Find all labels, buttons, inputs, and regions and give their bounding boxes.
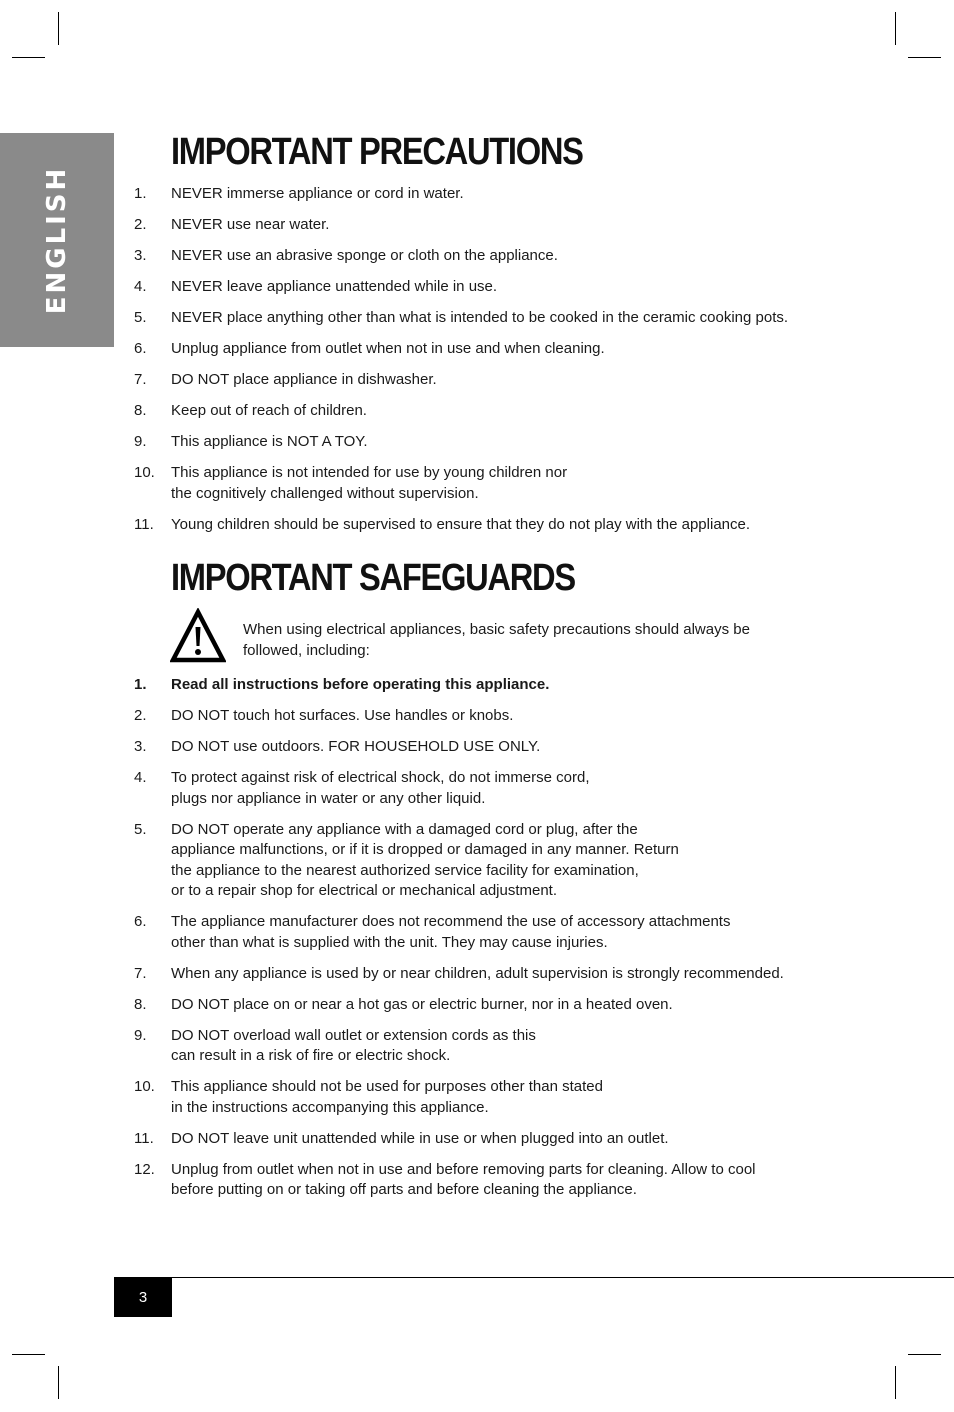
list-item-number: 1. — [134, 676, 147, 693]
list-item-text: When any appliance is used by or near children, adult supervision is strongly recommended. — [171, 964, 784, 982]
list-item-text: This appliance is not intended for use by young children nor the cognitively challenged without supervision. — [171, 464, 568, 502]
list-item-text: DO NOT place on or near a hot gas or electric burner, nor in a heated oven. — [171, 995, 673, 1013]
list-item-text: DO NOT overload wall outlet or extension cords as this can result in a risk of fire or electric shock. — [171, 1026, 536, 1064]
safeguards-list — [0, 675, 954, 1211]
list-item-number: 2. — [134, 707, 147, 724]
list-item-text: To protect against risk of electrical shock, do not immerse cord, plugs nor appliance in water or any other liquid. — [171, 769, 590, 807]
list-item-number: 3. — [134, 738, 147, 755]
crop-mark — [12, 1354, 45, 1355]
list-item-number: 4. — [134, 769, 147, 786]
crop-mark — [895, 12, 896, 45]
page-number: 3 — [114, 1277, 172, 1317]
list-item — [0, 912, 954, 953]
list-item-number: 12. — [134, 1160, 155, 1178]
list-item-text: DO NOT operate any appliance with a damaged cord or plug, after the appliance malfunctions, or if it is dropped or damaged in any manner. Return the appliance to the nearest authorized service facility for examination, or to a repair shop for electrical or mechanical adjustment. — [171, 820, 679, 899]
crop-mark — [895, 1366, 896, 1399]
list-item — [0, 463, 954, 504]
language-tab-label: ENGLISH — [42, 165, 72, 315]
list-item — [0, 1160, 954, 1201]
crop-mark — [58, 1366, 59, 1399]
list-item — [0, 1129, 954, 1150]
list-item-number: 4. — [134, 278, 147, 295]
list-item — [0, 964, 954, 985]
list-item-text: DO NOT use outdoors. FOR HOUSEHOLD USE ONLY. — [171, 738, 541, 755]
crop-mark — [908, 57, 941, 58]
list-item-text: NEVER immerse appliance or cord in water. — [171, 185, 464, 202]
list-item-number: 10. — [134, 464, 155, 481]
crop-mark — [908, 1354, 941, 1355]
list-item-number: 7. — [134, 964, 147, 982]
list-item — [0, 1077, 954, 1118]
list-item-number: 5. — [134, 820, 147, 838]
list-item-text: NEVER place anything other than what is intended to be cooked in the ceramic cooking pots. — [171, 309, 789, 326]
list-item — [0, 706, 954, 727]
list-item-text: Unplug from outlet when not in use and before removing parts for cleaning. Allow to cool before putting on or taking off parts and before cleaning the appliance. — [171, 1160, 756, 1198]
crop-mark — [58, 12, 59, 45]
list-item — [0, 432, 954, 453]
list-item — [0, 215, 954, 236]
list-item-text: This appliance should not be used for purposes other than stated in the instructions accompanying this appliance. — [171, 1078, 603, 1116]
list-item — [0, 995, 954, 1016]
footer-rule — [114, 1277, 954, 1278]
list-item — [0, 675, 954, 696]
safeguards-heading: IMPORTANT SAFEGUARDS — [171, 557, 575, 599]
list-item-number: 8. — [134, 402, 147, 419]
precautions-heading: IMPORTANT PRECAUTIONS — [171, 131, 583, 173]
list-item-number: 11. — [134, 1129, 154, 1147]
list-item-text: Young children should be supervised to ensure that they do not play with the appliance. — [171, 515, 751, 533]
list-item — [0, 184, 954, 205]
list-item-text: This appliance is NOT A TOY. — [171, 433, 368, 450]
list-item-number: 9. — [134, 433, 147, 450]
list-item — [0, 401, 954, 422]
list-item — [0, 737, 954, 758]
list-item — [0, 308, 954, 329]
list-item — [0, 370, 954, 391]
warning-triangle-icon — [170, 608, 226, 664]
crop-mark — [12, 57, 45, 58]
list-item-text: DO NOT touch hot surfaces. Use handles or knobs. — [171, 707, 514, 724]
list-item — [0, 768, 954, 809]
list-item — [0, 246, 954, 267]
list-item-text: DO NOT leave unit unattended while in use or when plugged into an outlet. — [171, 1129, 669, 1147]
list-item-text: Unplug appliance from outlet when not in use and when cleaning. — [171, 340, 605, 357]
list-item — [0, 515, 954, 536]
list-item-text: NEVER leave appliance unattended while in use. — [171, 278, 498, 295]
list-item — [0, 277, 954, 298]
list-item-text: NEVER use near water. — [171, 216, 330, 233]
list-item-number: 3. — [134, 247, 147, 264]
list-item — [0, 339, 954, 360]
list-item-number: 7. — [134, 371, 147, 388]
list-item-number: 9. — [134, 1026, 147, 1044]
list-item-text: The appliance manufacturer does not recommend the use of accessory attachments other than what is supplied with the unit. They may cause injuries. — [171, 913, 731, 951]
list-item-number: 5. — [134, 309, 147, 326]
list-item-text: Read all instructions before operating this appliance. — [171, 676, 550, 693]
list-item-number: 2. — [134, 216, 147, 233]
safeguards-intro: When using electrical appliances, basic safety precautions should always be followed, including: — [243, 621, 750, 659]
list-item-number: 8. — [134, 995, 147, 1013]
list-item-text: NEVER use an abrasive sponge or cloth on the appliance. — [171, 247, 558, 264]
list-item-number: 6. — [134, 913, 147, 930]
list-item-text: Keep out of reach of children. — [171, 402, 367, 419]
list-item-number: 1. — [134, 185, 147, 202]
list-item-number: 10. — [134, 1078, 155, 1095]
list-item-number: 11. — [134, 515, 154, 533]
precautions-list — [0, 184, 954, 546]
list-item — [0, 820, 954, 902]
list-item — [0, 1026, 954, 1067]
list-item-number: 6. — [134, 340, 147, 357]
list-item-text: DO NOT place appliance in dishwasher. — [171, 371, 437, 388]
